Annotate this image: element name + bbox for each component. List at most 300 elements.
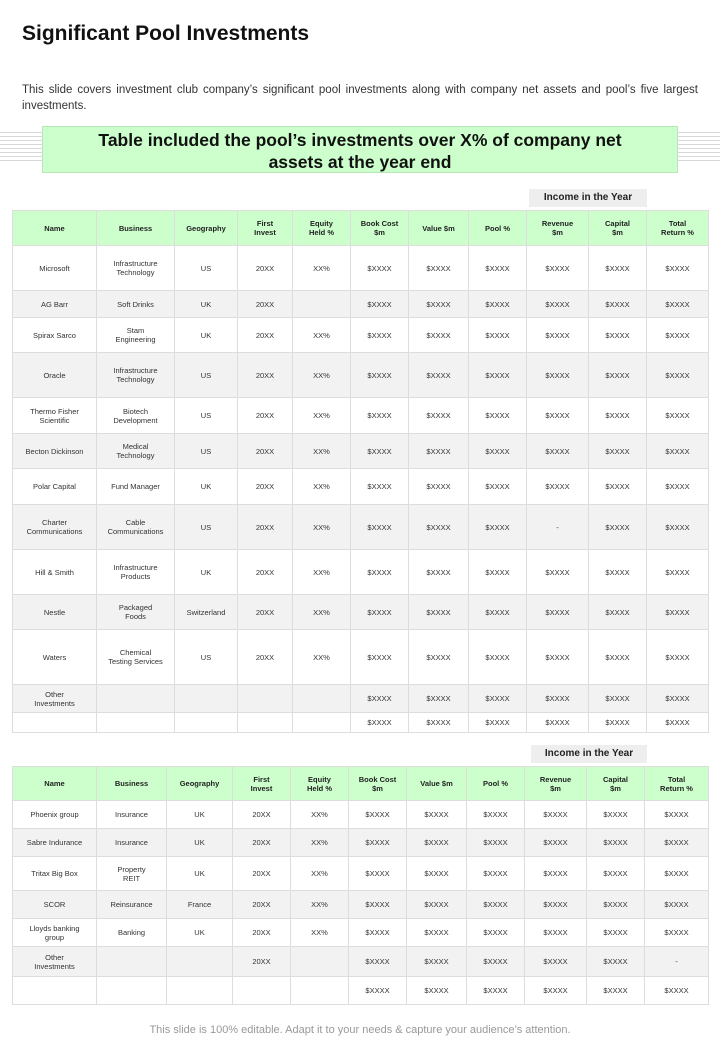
table-cell: [645, 829, 709, 857]
table-cell: [409, 434, 469, 469]
table-cell-line: $XXXX: [543, 986, 568, 995]
table-cell-line: $XXXX: [605, 718, 630, 727]
table-cell-line: $XXXX: [665, 694, 690, 703]
table-cell-line: $XXXX: [424, 838, 449, 847]
table-row: [13, 630, 709, 685]
table-cell-line: Fund Manager: [111, 482, 160, 491]
table-cell: [645, 891, 709, 919]
table-cell: [351, 630, 409, 685]
table-cell: [527, 685, 589, 713]
table-cell-line: 20XX: [252, 900, 271, 909]
table-cell-line: 20XX: [255, 607, 275, 617]
column-header: [233, 767, 291, 801]
table-cell: [238, 713, 293, 733]
column-header: [647, 211, 709, 246]
column-header-line: Return %: [660, 783, 693, 793]
table-cell-line: UK: [200, 567, 212, 577]
table-cell-line: $XXXX: [665, 652, 690, 662]
table-cell: [527, 469, 589, 505]
table-cell-line: $XXXX: [485, 299, 510, 309]
table-cell-line: $XXXX: [545, 607, 570, 617]
table-cell-line: Hill & Smith: [35, 567, 74, 577]
table-cell-line: $XXXX: [665, 411, 690, 420]
table-cell: [175, 318, 238, 353]
table-cell-line: Scientific: [39, 415, 70, 425]
table-cell-line: UK: [194, 838, 205, 847]
table-cell-line: $XXXX: [545, 370, 570, 380]
table-cell-line: XX%: [313, 370, 330, 380]
table-cell: [175, 434, 238, 469]
column-header-line: Value $m: [422, 223, 455, 233]
table-cell-line: UK: [194, 928, 205, 937]
table-cell: [293, 713, 351, 733]
table-cell: [647, 291, 709, 318]
table-cell-line: Stam: [126, 326, 145, 335]
column-header-line: Capital: [602, 774, 628, 784]
table-row: [13, 829, 709, 857]
table-cell-line: Communications: [107, 527, 164, 536]
table-row: [13, 595, 709, 630]
table-cell: [351, 246, 409, 291]
table-cell-line: Technology: [116, 268, 155, 277]
table-cell-line: $XXXX: [367, 607, 392, 617]
table-cell: [13, 713, 97, 733]
table-cell: [645, 919, 709, 947]
table-cell-line: Cable: [125, 518, 146, 527]
table-cell: [407, 801, 467, 829]
table-cell: [167, 801, 233, 829]
table-cell-line: $XXXX: [367, 263, 392, 273]
table-cell: [589, 318, 647, 353]
table-cell: [97, 891, 167, 919]
table-cell: [645, 977, 709, 1005]
table-cell: [469, 398, 527, 434]
banner: [42, 126, 678, 173]
table-cell: [587, 919, 645, 947]
table-cell-line: $XXXX: [665, 607, 690, 617]
table-cell-line: REIT: [122, 873, 141, 883]
table-cell-line: Communications: [26, 527, 83, 536]
table-cell-line: $XXXX: [367, 694, 392, 703]
table-cell: [97, 469, 175, 505]
table-cell: [647, 685, 709, 713]
investments-table-2: [12, 766, 709, 1005]
column-header-line: $m: [550, 783, 561, 793]
table-cell: [291, 891, 349, 919]
table-cell-line: group: [44, 932, 65, 942]
table-cell: [175, 291, 238, 318]
column-header: [469, 211, 527, 246]
table-cell: [527, 398, 589, 434]
table-cell: [293, 291, 351, 318]
column-header: [13, 767, 97, 801]
table-cell: [291, 919, 349, 947]
table-cell: [527, 246, 589, 291]
table-cell: [589, 550, 647, 595]
table-cell: [97, 713, 175, 733]
table-cell-line: $XXXX: [426, 607, 451, 617]
table-cell: [238, 550, 293, 595]
table-cell-line: 20XX: [252, 928, 271, 937]
table-cell: [469, 550, 527, 595]
table-cell: [647, 246, 709, 291]
column-header-line: $m: [372, 783, 383, 793]
table-cell: [293, 353, 351, 398]
table-cell: [238, 318, 293, 353]
table-cell: [647, 469, 709, 505]
table-cell-line: Nestle: [43, 607, 66, 617]
table-cell-line: XX%: [311, 928, 328, 937]
table-cell: [407, 891, 467, 919]
table-cell-line: US: [200, 522, 212, 532]
table-cell: [349, 829, 407, 857]
table-cell-line: 20XX: [255, 522, 275, 532]
column-header: [407, 767, 467, 801]
table-cell-line: $XXXX: [426, 370, 451, 380]
table-cell: [233, 977, 291, 1005]
table-cell-line: $XXXX: [603, 810, 628, 819]
table-cell-line: XX%: [313, 446, 330, 456]
column-header: [293, 211, 351, 246]
table-cell: [13, 318, 97, 353]
table-cell: [291, 977, 349, 1005]
table-cell-line: $XXXX: [483, 869, 508, 878]
table-cell-line: XX%: [313, 263, 330, 273]
table-cell-line: $XXXX: [485, 330, 510, 340]
table-cell: [167, 977, 233, 1005]
table-cell-line: $XXXX: [665, 330, 690, 340]
table-cell: [13, 291, 97, 318]
table-cell: [293, 469, 351, 505]
table-cell: [291, 829, 349, 857]
table-cell-line: AG Barr: [40, 299, 69, 309]
table-cell-line: $XXXX: [545, 482, 570, 491]
column-header: [351, 211, 409, 246]
table-cell-line: Waters: [42, 652, 67, 662]
table-cell: [167, 891, 233, 919]
table-cell-line: Development: [113, 415, 158, 425]
table-cell: [238, 505, 293, 550]
table-cell-line: $XXXX: [603, 957, 628, 966]
table-cell: [13, 505, 97, 550]
table-cell-line: Infrastructure: [113, 563, 158, 572]
table-cell: [97, 353, 175, 398]
table-cell-line: $XXXX: [545, 263, 570, 273]
table-row: [13, 398, 709, 434]
table-cell: [647, 550, 709, 595]
table-cell-line: $XXXX: [485, 607, 510, 617]
table-cell-line: UK: [200, 330, 212, 340]
table-cell-line: $XXXX: [603, 928, 628, 937]
column-header: [97, 211, 175, 246]
table-cell-line: Engineering: [115, 335, 156, 344]
table-cell: [233, 919, 291, 947]
column-header-line: Equity: [308, 774, 331, 784]
column-header-line: Total: [667, 774, 686, 784]
table-cell: [589, 469, 647, 505]
table-cell-line: $XXXX: [426, 411, 451, 420]
table-cell: [527, 595, 589, 630]
table-cell-line: $XXXX: [485, 694, 510, 703]
table-cell-line: $XXXX: [367, 446, 392, 456]
table-cell-line: $XXXX: [485, 652, 510, 662]
table-cell-line: Chemical: [119, 648, 152, 657]
column-header: [291, 767, 349, 801]
table-cell: [175, 246, 238, 291]
table-cell-line: $XXXX: [485, 567, 510, 577]
table-cell: [525, 891, 587, 919]
table-cell: [233, 891, 291, 919]
column-header: [587, 767, 645, 801]
column-header: [238, 211, 293, 246]
table-cell: [13, 398, 97, 434]
column-header-line: Held %: [306, 783, 332, 793]
table-cell: [97, 947, 167, 977]
table-cell-line: $XXXX: [543, 900, 568, 909]
table-cell: [97, 318, 175, 353]
table-cell: [351, 353, 409, 398]
column-header-line: Invest: [254, 228, 276, 237]
table-cell: [349, 947, 407, 977]
table-cell: [469, 685, 527, 713]
column-header-line: Held %: [308, 228, 334, 237]
table-cell-line: Lloyds banking: [29, 923, 80, 933]
table-cell: [293, 246, 351, 291]
table-cell: [409, 505, 469, 550]
table-cell-line: XX%: [313, 482, 330, 491]
table-cell: [527, 630, 589, 685]
table-cell-line: $XXXX: [603, 986, 628, 995]
table-cell-line: 20XX: [252, 869, 271, 878]
column-header-line: Business: [118, 223, 153, 233]
table-cell-line: XX%: [313, 607, 330, 617]
table-cell: [233, 829, 291, 857]
table-cell: [175, 505, 238, 550]
table-cell: [175, 398, 238, 434]
table-cell: [589, 398, 647, 434]
column-header-line: Capital: [604, 219, 630, 228]
table-row: [13, 685, 709, 713]
table-cell: [13, 469, 97, 505]
table-cell-line: $XXXX: [664, 928, 689, 937]
table-cell: [97, 595, 175, 630]
table-cell: [467, 829, 525, 857]
table-cell: [167, 947, 233, 977]
table-cell-line: $XXXX: [367, 567, 392, 577]
table-cell-line: Technology: [116, 451, 155, 460]
table-cell: [13, 630, 97, 685]
table-cell: [525, 977, 587, 1005]
column-header: [349, 767, 407, 801]
table-cell: [351, 713, 409, 733]
table-cell-line: $XXXX: [605, 263, 630, 273]
table-cell: [469, 353, 527, 398]
column-header: [527, 211, 589, 246]
table-cell-line: Microsoft: [39, 263, 70, 273]
table-cell-line: $XXXX: [426, 718, 451, 727]
table-cell-line: $XXXX: [665, 718, 690, 727]
table-cell-line: Charter: [41, 518, 67, 527]
table-row: [13, 246, 709, 291]
table-cell: [13, 353, 97, 398]
table-cell: [167, 857, 233, 891]
footer-note: This slide is 100% editable. Adapt it to your needs & capture your audience’s attention.: [149, 1024, 571, 1036]
table-cell-line: $XXXX: [485, 522, 510, 532]
table-cell-line: $XXXX: [367, 718, 392, 727]
table-cell-line: Insurance: [115, 838, 148, 847]
table-row: [13, 550, 709, 595]
table-cell: [587, 829, 645, 857]
table-cell-line: $XXXX: [365, 810, 390, 819]
column-header-line: Name: [44, 779, 65, 788]
table-cell: [97, 685, 175, 713]
table-cell: [13, 947, 97, 977]
table-cell-line: $XXXX: [543, 869, 568, 878]
table-cell: [233, 857, 291, 891]
table-cell: [13, 857, 97, 891]
table-cell: [587, 947, 645, 977]
table-cell: [647, 595, 709, 630]
table-cell: [469, 713, 527, 733]
column-header-line: Name: [44, 223, 65, 233]
table-cell: [349, 891, 407, 919]
table-cell-line: $XXXX: [665, 522, 690, 532]
table-cell: [527, 353, 589, 398]
column-header-line: Book Cost: [360, 219, 399, 228]
table-cell: [409, 713, 469, 733]
table-cell: [175, 550, 238, 595]
table-cell: [409, 685, 469, 713]
table-cell-line: $XXXX: [365, 838, 390, 847]
table-cell: [647, 353, 709, 398]
table-cell-line: XX%: [311, 810, 328, 819]
table-cell-line: $XXXX: [665, 567, 690, 577]
table-cell-line: Packaged: [118, 603, 153, 612]
table-cell-line: $XXXX: [605, 411, 630, 420]
table-cell: [409, 469, 469, 505]
table-cell: [97, 550, 175, 595]
table-cell-line: $XXXX: [367, 652, 392, 662]
table-cell-line: $XXXX: [424, 928, 449, 937]
table-cell-line: UK: [194, 810, 205, 819]
table-cell-line: XX%: [313, 652, 330, 662]
table-cell: [13, 246, 97, 291]
table-cell-line: XX%: [311, 869, 328, 878]
table-cell-line: $XXXX: [545, 652, 570, 662]
column-header-line: Equity: [310, 219, 333, 228]
table-cell-line: US: [200, 652, 212, 662]
banner-line-1: Table included the pool’s investments over X% of company net: [98, 130, 622, 150]
table-cell-line: $XXXX: [485, 446, 510, 456]
table-cell: [525, 829, 587, 857]
table-row: [13, 947, 709, 977]
table-cell-line: 20XX: [252, 957, 271, 966]
column-header-line: Return %: [661, 228, 694, 237]
table-cell: [238, 685, 293, 713]
table-cell-line: $XXXX: [665, 482, 690, 491]
table-cell: [97, 857, 167, 891]
table-cell-line: US: [200, 446, 212, 456]
table-cell: [647, 434, 709, 469]
table-cell: [13, 801, 97, 829]
table-cell-line: -: [556, 522, 559, 532]
table-cell: [469, 505, 527, 550]
column-header-line: Pool %: [484, 223, 510, 233]
table-cell: [167, 829, 233, 857]
table-cell: [97, 246, 175, 291]
table-cell: [238, 291, 293, 318]
column-header-line: Total: [668, 219, 687, 228]
table-cell: [351, 595, 409, 630]
table-cell-line: $XXXX: [485, 370, 510, 380]
table-cell: [407, 829, 467, 857]
table-cell: [467, 977, 525, 1005]
table-row: [13, 713, 709, 733]
table-cell-line: $XXXX: [483, 957, 508, 966]
table-cell: [527, 434, 589, 469]
column-header-line: Business: [114, 779, 149, 788]
table-cell: [525, 801, 587, 829]
table-cell: [467, 857, 525, 891]
table-cell: [238, 434, 293, 469]
table-cell: [587, 857, 645, 891]
table-cell-line: $XXXX: [543, 810, 568, 819]
table-cell: [587, 801, 645, 829]
table-cell: [349, 801, 407, 829]
table-cell: [589, 291, 647, 318]
table-cell: [587, 891, 645, 919]
table-cell: [409, 291, 469, 318]
column-header-line: $m: [374, 228, 385, 237]
table-cell: [97, 801, 167, 829]
table-cell-line: 20XX: [255, 652, 275, 662]
table-cell-line: $XXXX: [545, 567, 570, 577]
table-cell: [238, 246, 293, 291]
table-cell: [175, 713, 238, 733]
income-in-year-label-1: Income in the Year: [529, 189, 647, 207]
table-cell: [97, 505, 175, 550]
table-row: [13, 857, 709, 891]
table-cell: [527, 713, 589, 733]
table-cell-line: $XXXX: [545, 330, 570, 340]
table-cell-line: $XXXX: [367, 330, 392, 340]
table-cell: [469, 595, 527, 630]
table-cell-line: $XXXX: [543, 957, 568, 966]
table-cell: [469, 246, 527, 291]
table-cell-line: $XXXX: [605, 482, 630, 491]
table-cell-line: Infrastructure: [113, 259, 158, 268]
table-cell: [13, 685, 97, 713]
column-header-line: Pool %: [482, 779, 508, 788]
table-cell-line: Medical: [122, 442, 149, 451]
table-row: [13, 318, 709, 353]
table-cell-line: $XXXX: [603, 869, 628, 878]
table-cell-line: $XXXX: [485, 718, 510, 727]
table-cell-line: Property: [117, 864, 146, 874]
column-header-line: Geography: [186, 223, 226, 233]
table-cell: [13, 829, 97, 857]
table-cell-line: 20XX: [255, 446, 275, 456]
table-cell-line: Technology: [116, 375, 155, 384]
table-row: [13, 434, 709, 469]
table-cell: [409, 246, 469, 291]
table-cell: [291, 857, 349, 891]
table-cell-line: $XXXX: [545, 299, 570, 309]
table-cell-line: $XXXX: [483, 838, 508, 847]
column-header-line: $m: [552, 228, 563, 237]
table-cell: [647, 318, 709, 353]
table-cell: [175, 595, 238, 630]
